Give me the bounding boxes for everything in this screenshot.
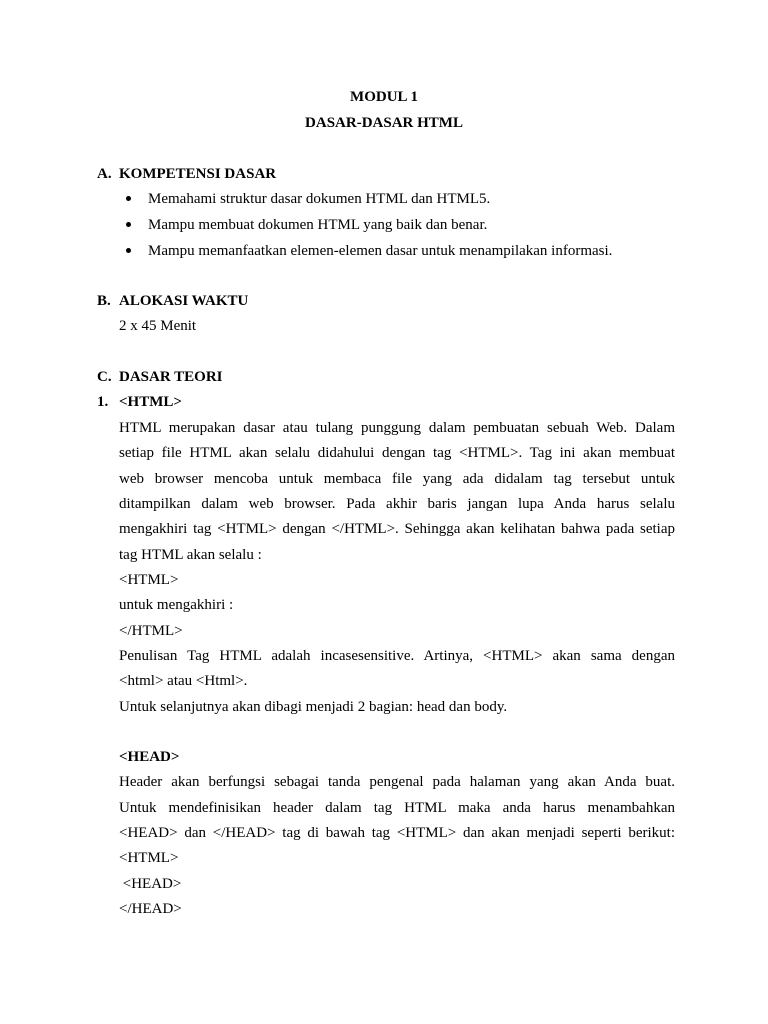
head-heading: <HEAD> [119,749,180,765]
subsection-1-title: <HTML> [119,394,182,410]
code-line: <HTML> [119,850,179,866]
module-number: MODUL 1 [350,89,418,105]
paragraph-line: tag HTML akan selalu : [119,547,262,563]
paragraph-line: HTML merupakan dasar atau tulang punggung dalam pembuatan sebuah Web. Dalam [119,420,675,436]
section-b-heading [97,292,248,310]
paragraph-line: Penulisan Tag HTML adalah incasesensitive. Artinya, <HTML> akan sama dengan [119,648,675,664]
section-c-marker: C. [97,369,112,385]
bullet-icon [126,222,131,227]
code-line: </HEAD> [119,901,182,917]
paragraph-line: web browser mencoba untuk membaca file yang ada didalam tag tersebut untuk [119,471,675,487]
paragraph-line: Untuk selanjutnya akan dibagi menjadi 2 bagian: head dan body. [119,699,508,715]
code-line: <HEAD> [119,876,182,892]
paragraph-line: ditampilkan dalam web browser. Pada akhir baris jangan lupa Anda harus selalu [119,496,675,512]
paragraph-line: Header akan berfungsi sebagai tanda pengenal pada halaman yang akan Anda buat. [119,774,675,790]
subsection-1-marker: 1. [97,394,109,410]
section-c-heading [97,368,223,386]
code-line: </HTML> [119,623,183,639]
list-item: Memahami struktur dasar dokumen HTML dan HTML5. [126,190,490,208]
bullet-icon [126,196,131,201]
list-item: Mampu membuat dokumen HTML yang baik dan benar. [126,216,487,234]
paragraph-line: mengakhiri tag <HTML> dengan </HTML>. Sehingga akan kelihatan bahwa pada setiap [119,521,675,537]
section-a-heading [97,165,276,183]
closing-label: untuk mengakhiri : [119,597,234,613]
paragraph-line: setiap file HTML akan selalu didahului dengan tag <HTML>. Tag ini akan membuat [119,445,675,461]
section-b-title: ALOKASI WAKTU [119,293,249,309]
list-item: Mampu memanfaatkan elemen-elemen dasar untuk menampilakan informasi. [126,242,612,260]
module-title: DASAR-DASAR HTML [305,115,463,131]
section-a-marker: A. [97,166,112,182]
section-b-marker: B. [97,293,111,309]
paragraph-line: <html> atau <Html>. [119,673,248,689]
section-a-title: KOMPETENSI DASAR [119,166,277,182]
subsection-1-heading [97,393,182,411]
section-c-title: DASAR TEORI [119,369,223,385]
bullet-icon [126,248,131,253]
paragraph-line: <HEAD> dan </HEAD> tag di bawah tag <HTML> dan akan menjadi seperti berikut: [119,825,675,841]
code-line: <HTML> [119,572,179,588]
duration-text: 2 x 45 Menit [119,318,197,334]
paragraph-line: Untuk mendefinisikan header dalam tag HTML maka anda harus menambahkan [119,800,675,816]
